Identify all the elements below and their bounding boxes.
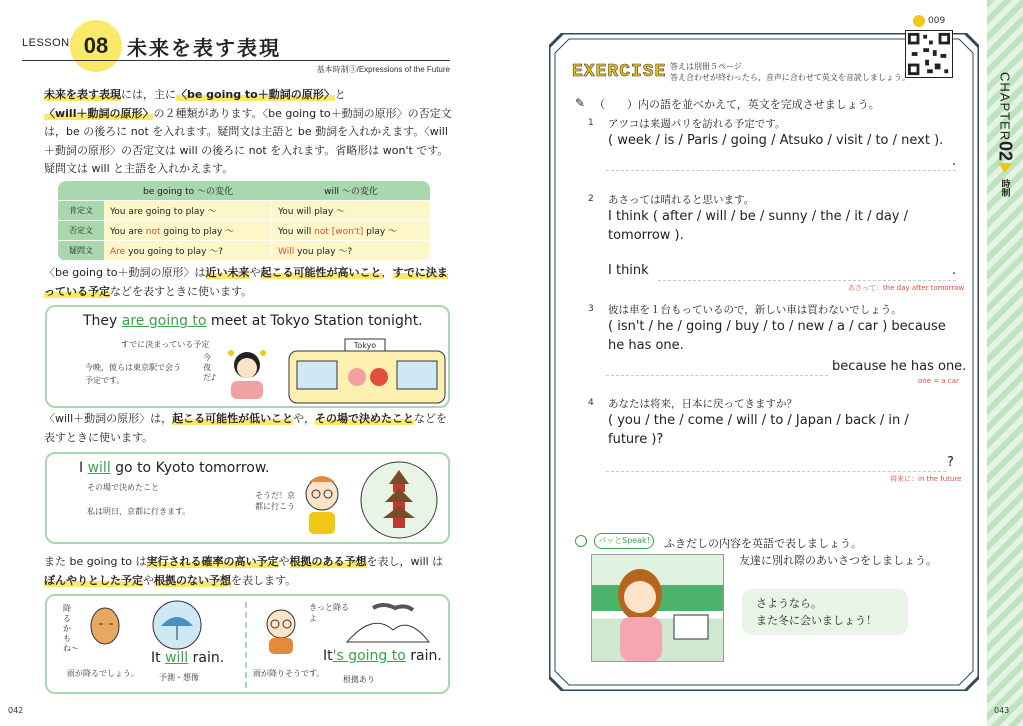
p1-text: の２種類があります。〈be going to＋動詞の原形〉の否定文は，be の後ろに not を入れます。疑問文は主語と be 動詞を入れかえます。〈will＋動詞の原形〉の否定文は will の後ろに not を入れます。省略形は won't です。疑問文は will と主語を入れかえます。 (44, 106, 452, 175)
sentence-text: go to Kyoto tomorrow. (110, 460, 270, 476)
answer-reference: 答えは別冊５ページ (670, 62, 742, 71)
title-divider (22, 60, 450, 61)
p1-text: と (334, 88, 346, 101)
answer-ending: . (952, 154, 957, 169)
p1-text: には，主に (121, 88, 176, 101)
cell-red-text: Will (278, 247, 295, 257)
example-sentence-will (151, 650, 224, 666)
p4-keyword: ぼんやりとした予定 (44, 573, 143, 587)
question-words: ( isn't / he / going / buy / to / new / a / car ) because he has one. (608, 319, 946, 353)
example-box-comparison (45, 594, 450, 694)
example-sentence-going-to (323, 648, 442, 664)
example-translation-right: 雨が降りそうです。 (253, 669, 325, 678)
p3-keyword: 起こる可能性が低いこと (172, 412, 294, 425)
answer-line[interactable] (606, 170, 956, 171)
sentence-highlight: are going to (121, 313, 207, 329)
sentence-text: rain. (405, 648, 442, 664)
question-japanese: アツコは来週パリを訪れる予定です。 (608, 118, 786, 130)
man-illustration (297, 468, 347, 538)
question-number: 2 (588, 194, 594, 204)
row-label: 否定文 (58, 221, 104, 241)
p2-text: などを表すときに使います。 (110, 284, 253, 298)
row-label: 肯定文 (58, 201, 104, 221)
lesson-number-badge: 08 (70, 20, 122, 72)
smile-icon (575, 535, 587, 547)
speak-situation: 友達に別れ際のあいさつをしましょう。 (739, 554, 937, 567)
cell-text: you going to play ～? (125, 247, 224, 257)
example-sentence (79, 460, 270, 476)
question-japanese: あなたは将来，日本に戻ってきますか？ (608, 398, 797, 410)
p4-text: や (278, 555, 290, 568)
audio-instruction: 答え合わせが終わったら，音声に合わせて英文を音読しましょう。 (670, 73, 910, 82)
chapter-label: CHAPTER (997, 72, 1013, 142)
answer-ending: . (952, 263, 957, 278)
table-row (58, 221, 430, 241)
person-thinking-illustration (83, 602, 127, 652)
example-sentence (83, 313, 423, 329)
station-sign: Tokyo (353, 341, 377, 350)
question-number: 3 (588, 304, 594, 314)
question-hint: 将来に：in the future (890, 475, 962, 483)
question-words: I think ( after / will / be / sunny / the / it / day / tomorrow ). (608, 209, 909, 243)
p2-text: ， (381, 266, 393, 279)
table-corner (58, 181, 104, 201)
example-note: すでに決まっている予定 (121, 340, 210, 349)
chapter-index (990, 72, 1020, 212)
chapter-number: 02 (995, 141, 1016, 162)
p1-be-going-to: 〈be going to＋動詞の原形〉 (176, 88, 335, 101)
sentence-text: It (151, 650, 166, 666)
sentence-highlight: will (165, 650, 189, 666)
cell-red-text: not [won't] (314, 227, 364, 237)
example-note: その場で決めたこと (87, 483, 159, 492)
p3-keyword: その場で決めたこと (314, 412, 414, 425)
answer-line[interactable] (606, 471, 946, 472)
p4-text: や (143, 573, 154, 587)
p4-keyword: 実行される確率の高い予定 (146, 555, 279, 568)
sentence-text: I (79, 460, 88, 476)
lesson-label: LESSON (22, 37, 70, 49)
question-hint: あさって：the day after tomorrow (848, 284, 965, 292)
p4-keyword: 根拠のある予想 (289, 555, 367, 568)
table-header-will: will ～の変化 (272, 181, 430, 201)
question-words: ( you / the / come / will / to / Japan / back / in / future )? (608, 413, 909, 447)
speech-note: 今夜だ♪ (203, 353, 217, 382)
exercise-title: EXERCISE (572, 62, 667, 82)
lesson-title: 未来を表す表現 (127, 36, 281, 60)
answer-ending: because he has one. (832, 359, 967, 374)
p1-will: 〈will＋動詞の原形〉 (44, 106, 154, 120)
answer-start: I think (608, 263, 649, 278)
question-number: 4 (588, 398, 594, 408)
p3-text: などを表すときに使います。 (44, 412, 447, 444)
sentence-text: It (323, 648, 333, 664)
sentence-highlight: will (87, 460, 111, 476)
answer-line[interactable] (606, 375, 828, 376)
p2-text: や (249, 266, 261, 279)
question-words: ( week / is / Paris / going / Atsuko / visit / to / next ). (608, 133, 944, 148)
chapter-topic: 時制 (999, 179, 1010, 198)
question-number: 1 (588, 118, 594, 128)
table-cell: You are going to play ～ (104, 201, 272, 221)
example-translation: 今晩，彼らは東京駅で会う予定です。 (85, 363, 181, 385)
sentence-text: rain. (188, 650, 225, 666)
p4-text: また be going to は (44, 555, 147, 568)
cell-text: You will (278, 227, 315, 237)
table-cell (272, 221, 430, 241)
p2-keyword: すでに決まっている予定 (44, 266, 448, 298)
p4-text: を表します。 (231, 573, 297, 587)
man-glasses-illustration (259, 604, 303, 656)
box-divider (245, 602, 247, 688)
bubble-line-2: また冬に会いましょう！ (756, 614, 877, 627)
p2-text: 〈be going to＋動詞の原形〉は (44, 266, 206, 279)
table-row (58, 201, 430, 221)
bubble-line-1: さようなら。 (756, 597, 822, 610)
cell-red-text: not (145, 227, 161, 237)
p2-keyword: 近い未来 (205, 266, 250, 279)
speak-instruction: ふきだしの内容を英語で表しましょう。 (664, 537, 862, 550)
speech-bubble (742, 589, 908, 635)
will-paragraph (44, 410, 452, 447)
cell-red-text: Are (110, 247, 126, 257)
lesson-subtitle: 基本時制③/Expressions of the Future (316, 65, 450, 74)
table-header-be-going-to: be going to ～の変化 (104, 181, 272, 201)
table-row (58, 241, 430, 261)
p3-text: や， (293, 412, 315, 425)
example-translation-left: 雨が降るでしょう。 (67, 669, 139, 678)
page-number-right: 043 (994, 706, 1010, 715)
headphone-icon[interactable] (913, 15, 925, 27)
sentence-text: They (83, 313, 122, 329)
table-cell: You will play ～ (272, 201, 430, 221)
exercise-instruction: （ ）内の語を並べかえて，英文を完成させましょう。 (594, 98, 880, 111)
example-box-will (45, 452, 450, 544)
train-illustration (287, 337, 447, 405)
cell-text: going to play ～ (160, 227, 235, 237)
table-cell (272, 241, 430, 261)
cell-text: You are (110, 227, 146, 237)
question-japanese: あさっては晴れると思います。 (608, 194, 755, 206)
woman-at-station-illustration (591, 554, 724, 662)
speak-badge: パッとSpeak! (594, 533, 654, 549)
p2-keyword: 起こる可能性が高いこと (260, 266, 382, 279)
cell-text: you play ～? (294, 247, 353, 257)
example-note-left: 予測・想像 (159, 673, 199, 682)
example-box-be-going-to (45, 305, 450, 408)
form-table (58, 181, 430, 261)
comparison-paragraph (44, 553, 452, 590)
intro-paragraph (44, 86, 452, 179)
table-header-row (58, 181, 430, 201)
example-note-right: 根拠あり (343, 675, 375, 684)
p4-keyword: 根拠のない予想 (154, 573, 231, 587)
cell-text: play ～ (363, 227, 398, 237)
sentence-highlight: 's going to (332, 648, 406, 664)
chapter-arrow-icon (998, 163, 1012, 173)
be-going-to-paragraph (44, 264, 452, 301)
pencil-icon: ✎ (575, 96, 586, 110)
page-number-left: 042 (8, 706, 24, 715)
speech-note-right: きっと降るよ (309, 603, 349, 623)
p3-text: 〈will＋動詞の原形〉は， (44, 412, 173, 425)
cloudy-mountain-illustration (343, 602, 433, 646)
woman-figure (592, 555, 723, 661)
p1-keyword: 未来を表す表現 (44, 88, 121, 101)
table-cell (104, 221, 272, 241)
p4-text: を表し，will は (366, 555, 444, 568)
answer-line[interactable] (658, 280, 956, 281)
girl-illustration (217, 343, 277, 401)
umbrella-illustration (149, 600, 205, 650)
question-japanese: 彼は車を１台もっているので，新しい車は買わないでしょう。 (608, 304, 902, 316)
sentence-text: meet at Tokyo Station tonight. (206, 313, 423, 329)
example-translation: 私は明日，京都に行きます。 (87, 507, 191, 516)
question-hint: one = a car (918, 377, 959, 385)
table-cell (104, 241, 272, 261)
row-label: 疑問文 (58, 241, 104, 261)
qr-code-icon[interactable] (905, 30, 953, 78)
speech-note: そうだ！京都に行こう (255, 491, 295, 511)
audio-track-number: 009 (928, 16, 946, 26)
speech-note-left: 降るかもね〜 (63, 604, 79, 653)
kyoto-pagoda-illustration (359, 460, 439, 540)
answer-ending: ? (947, 455, 954, 470)
